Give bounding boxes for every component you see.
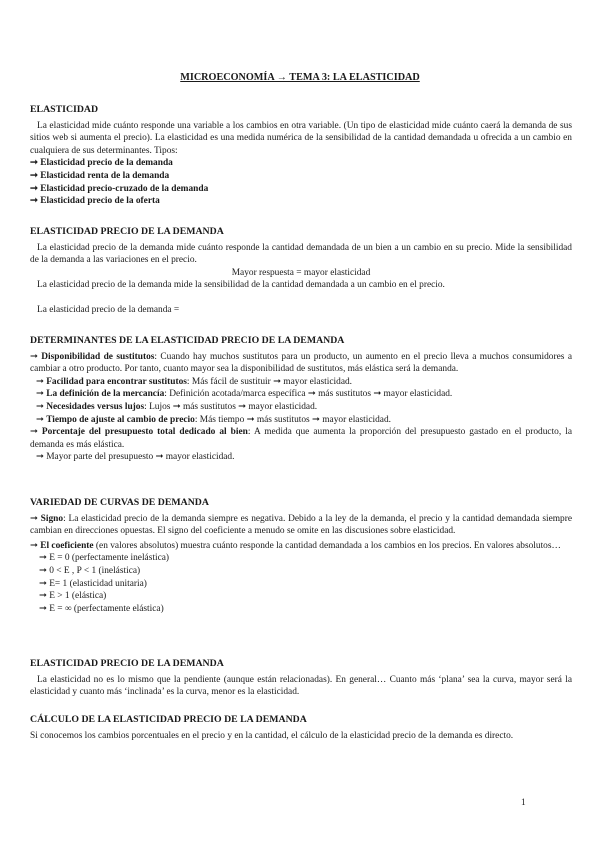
arrow-icon: ➞ xyxy=(36,452,44,463)
list-item: ➞ Elasticidad precio-cruzado de la demanda xyxy=(30,183,209,194)
arrow-icon: ➞ xyxy=(36,401,44,412)
section-heading: ELASTICIDAD PRECIO DE LA DEMANDA xyxy=(30,658,224,669)
arrow-icon: ➞ xyxy=(39,603,47,614)
arrow-icon: ➞ xyxy=(36,389,44,400)
paragraph: La elasticidad precio de la demanda mide cuánto responde la cantidad demandada de un bien a un cambio en su precio. Mide la sensibilidad de la demanda a las variaciones en el precio. xyxy=(30,242,572,266)
list-item: ➞ Elasticidad precio de la oferta xyxy=(30,196,160,207)
arrow-icon: ➞ xyxy=(39,565,47,576)
sub-list-item: ➞ Mayor parte del presupuesto ➞ mayor elasticidad. xyxy=(36,452,235,463)
section-variedad-curvas xyxy=(30,497,572,615)
sub-list-item: ➞ E = ∞ (perfectamente elástica) xyxy=(39,603,164,614)
paragraph: Si conocemos los cambios porcentuales en el precio y en la cantidad, el cálculo de la elasticidad precio de la demanda es directo. xyxy=(30,730,514,741)
arrow-icon: ➞ xyxy=(39,591,47,602)
section-heading: DETERMINANTES DE LA ELASTICIDAD PRECIO DE LA DEMANDA xyxy=(30,335,345,346)
list-item: ➞ Porcentaje del presupuesto total dedicado al bien: A medida que aumenta la proporción del presupuesto gastado en el producto, la demanda es más elástica. xyxy=(30,427,572,450)
arrow-icon: ➞ xyxy=(30,351,38,362)
arrow-icon: ➞ xyxy=(30,513,38,524)
paragraph: La elasticidad precio de la demanda mide la sensibilidad de la cantidad demandada a un cambio en el precio. xyxy=(37,280,445,291)
arrow-icon: ➞ xyxy=(30,427,38,438)
paragraph: La elasticidad no es lo mismo que la pendiente (aunque están relacionadas). En general… Cuanto más ‘plana’ sea la curva, mayor será la elasticidad y cuanto más ‘inclinada’ es la curva, menor es la elasticidad. xyxy=(30,674,572,698)
arrow-icon: ➞ xyxy=(30,196,38,207)
centered-statement: Mayor respuesta = mayor elasticidad xyxy=(231,267,371,278)
section-elasticidad-precio xyxy=(30,226,572,317)
arrow-icon: ➞ xyxy=(39,578,47,589)
page-title: MICROECONOMÍA → TEMA 3: LA ELASTICIDAD xyxy=(180,72,420,83)
arrow-icon: ➞ xyxy=(36,414,44,425)
arrow-icon: ➞ xyxy=(30,183,38,194)
sub-list-item: ➞ E = 0 (perfectamente inelástica) xyxy=(39,553,170,564)
paragraph: La elasticidad mide cuánto responde una variable a los cambios en otra variable. (Un tipo de elasticidad mide cuánto caerá la demanda de sus sitios web si aumenta el precio). La elasticidad es una medida numérica de la sensibilidad de la cantidad demandada u ofrecida a un cambio en cualquiera de sus determinantes. Tipos: xyxy=(30,120,572,156)
sub-list-item: ➞ La definición de la mercancía: Definición acotada/marca específica ➞ más sustitutos ➞ mayor elasticidad. xyxy=(36,389,453,400)
list-item: ➞ El coeficiente (en valores absolutos) muestra cuánto responde la cantidad demandada a los cambios en los precios. En valores absolutos… xyxy=(30,540,561,551)
sub-list-item: ➞ Necesidades versus lujos: Lujos ➞ más sustitutos ➞ mayor elasticidad. xyxy=(36,401,318,412)
arrow-icon: ➞ xyxy=(36,376,44,387)
list-item: ➞ Elasticidad precio de la demanda xyxy=(30,158,173,169)
section-determinantes xyxy=(30,335,572,464)
sub-list-item: ➞ Tiempo de ajuste al cambio de precio: Más tiempo ➞ más sustitutos ➞ mayor elasticidad. xyxy=(36,414,391,425)
list-item: ➞ Disponibilidad de sustitutos: Cuando hay muchos sustitutos para un producto, un aumento en el precio lleva a muchos consumidores a cambiar a otro producto. Por tanto, cuanto mayor sea la disponibilidad de sustitutos, más elástica será la demanda. xyxy=(30,351,573,375)
sub-list-item: ➞ Facilidad para encontrar sustitutos: Más fácil de sustituir ➞ mayor elasticidad. xyxy=(36,376,353,387)
sub-list-item: ➞ E= 1 (elasticidad unitaria) xyxy=(39,578,147,589)
arrow-icon: ➞ xyxy=(30,540,38,551)
sub-list-item: ➞ E > 1 (elástica) xyxy=(39,591,107,602)
section-heading: ELASTICIDAD PRECIO DE LA DEMANDA xyxy=(30,226,224,237)
arrow-icon: ➞ xyxy=(30,170,38,181)
section-elasticidad xyxy=(30,104,572,208)
list-item: ➞ Signo: La elasticidad precio de la demanda siempre es negativa. Debido a la ley de la demanda, el precio y la cantidad demandada siempre cambian en direcciones opuestas. El signo del coeficiente a menudo se omite en las discusiones sobre elasticidad. xyxy=(30,513,573,537)
section-elasticidad-pendiente xyxy=(30,658,572,699)
section-heading: CÁLCULO DE LA ELASTICIDAD PRECIO DE LA DEMANDA xyxy=(30,714,307,725)
section-heading: ELASTICIDAD xyxy=(30,104,99,115)
page-number: 1 xyxy=(521,798,526,808)
formula-line: La elasticidad precio de la demanda = xyxy=(37,304,180,315)
sub-list-item: ➞ 0 < E , P < 1 (inelástica) xyxy=(39,565,141,576)
section-heading: VARIEDAD DE CURVAS DE DEMANDA xyxy=(30,497,209,508)
arrow-icon: ➞ xyxy=(39,553,47,564)
arrow-icon: ➞ xyxy=(30,158,38,169)
section-calculo xyxy=(30,714,572,742)
list-item: ➞ Elasticidad renta de la demanda xyxy=(30,170,170,181)
